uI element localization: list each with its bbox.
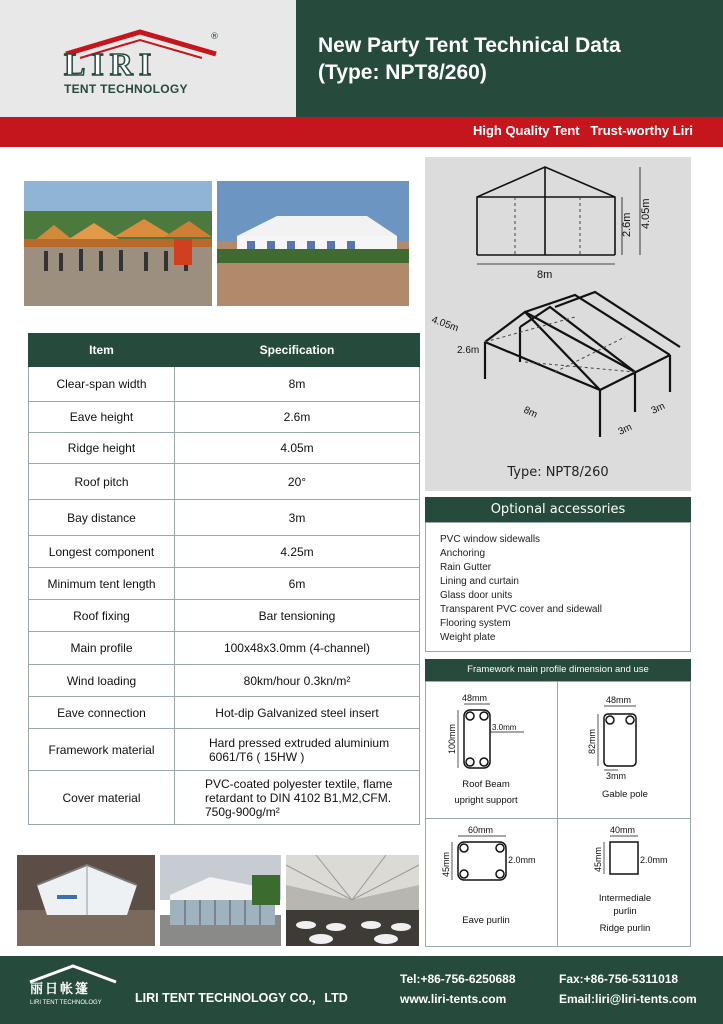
bay-label-2: 3m	[649, 400, 667, 417]
gable-pole-caption: Gable pole	[602, 789, 648, 800]
table-row: Longest component 4.25m	[29, 536, 420, 568]
framework-title: Framework main profile dimension and use	[425, 659, 691, 681]
technical-drawing	[425, 157, 691, 491]
svg-text:3.0mm: 3.0mm	[492, 723, 517, 732]
footer	[0, 956, 723, 1024]
svg-text:82mm: 82mm	[587, 728, 597, 754]
ridge-label: 4.05m	[640, 198, 652, 229]
table-row: Cover material PVC-coated polyester textile, flame retardant to DIN 4102 B1,M2,CFM. 750g-900g/m²	[29, 771, 420, 825]
footer-logo-english: LIRI TENT TECHNOLOGY	[30, 1000, 102, 1006]
list-item: Rain Gutter	[440, 562, 492, 573]
iso-width-label: 8m	[521, 404, 539, 421]
table-row: Eave height 2.6m	[29, 402, 420, 433]
eave-purlin-caption: Eave purlin	[462, 915, 510, 926]
accessories-list	[440, 533, 602, 645]
table-row: Ridge height 4.05m	[29, 433, 420, 464]
table-row: Minimum tent length 6m	[29, 568, 420, 600]
intermediate-purlin-caption: Intermediale	[598, 893, 652, 904]
logo-wordmark: LIRI	[64, 46, 158, 82]
table-row: Wind loading 80km/hour 0.3kn/m²	[29, 665, 420, 697]
type-label: Type: NPT8/260	[507, 465, 609, 480]
list-item: Anchoring	[440, 548, 486, 559]
telephone: Tel:+86-756-6250688	[400, 972, 516, 986]
framework-profiles	[425, 681, 691, 947]
photo-tent-interior	[286, 855, 419, 946]
tent-frame-diagram	[425, 157, 691, 457]
bay-label-1: 3m	[616, 421, 634, 438]
table-row: Roof pitch 20°	[29, 464, 420, 500]
photo-white-tent	[217, 181, 409, 306]
list-item: Weight plate	[440, 632, 496, 643]
photo-glass-tent	[160, 855, 281, 946]
company-name: LIRI TENT TECHNOLOGY CO.，LTD	[135, 991, 348, 1005]
optional-accessories-title: Optional accessories	[425, 497, 691, 522]
iso-eave-label: 2.6m	[457, 345, 480, 356]
email-link[interactable]: Email:liri@liri-tents.com	[559, 992, 697, 1006]
header-logo-area	[0, 0, 296, 117]
table-header-row	[29, 334, 420, 367]
iso-ridge-label: 4.05m	[429, 314, 460, 335]
logo-subtitle: TENT TECHNOLOGY	[64, 82, 188, 96]
svg-text:100mm: 100mm	[447, 723, 457, 754]
svg-text:45mm: 45mm	[441, 851, 451, 877]
column-header-spec: Specification	[175, 334, 420, 367]
eave-label: 2.6m	[621, 212, 633, 237]
svg-text:48mm: 48mm	[606, 695, 632, 705]
list-item: PVC window sidewalls	[440, 534, 541, 545]
svg-text:3mm: 3mm	[606, 771, 626, 781]
footer-logo-chinese: 丽日帐篷	[30, 981, 91, 996]
photo-tent-frame	[17, 855, 155, 946]
ridge-purlin-caption: Ridge purlin	[599, 923, 651, 934]
list-item: Transparent PVC cover and sidewall	[440, 604, 602, 615]
svg-text:40mm: 40mm	[610, 825, 636, 835]
list-item: Glass door units	[440, 590, 513, 601]
svg-text:2.0mm: 2.0mm	[508, 855, 536, 865]
upright-support-caption: upright support	[454, 795, 518, 806]
tagline: High Quality Tent Trust-worthy Liri	[472, 123, 693, 138]
svg-text:48mm: 48mm	[462, 693, 488, 703]
table-row: Eave connection Hot-dip Galvanized steel insert	[29, 697, 420, 729]
table-row: Bay distance 3m	[29, 500, 420, 536]
table-row: Framework material Hard pressed extruded aluminium 6061/T6 ( 15HW )	[29, 729, 420, 771]
svg-text:60mm: 60mm	[468, 825, 494, 835]
page-title: New Party Tent Technical Data (Type: NPT8/260)	[318, 34, 621, 84]
table-row: Roof fixing Bar tensioning	[29, 600, 420, 632]
width-label: 8m	[537, 269, 553, 281]
svg-text:45mm: 45mm	[593, 846, 603, 872]
liri-logo	[60, 28, 222, 100]
roof-beam-caption: Roof Beam	[462, 779, 510, 790]
table-row: Main profile 100x48x3.0mm (4-channel)	[29, 632, 420, 665]
column-header-item: Item	[29, 334, 175, 367]
spec-table	[28, 333, 420, 825]
photo-party-tents	[24, 181, 212, 306]
registered-mark: ®	[210, 32, 219, 42]
table-row: Clear-span width 8m	[29, 367, 420, 402]
optional-accessories-box	[425, 522, 691, 652]
fax: Fax:+86-756-5311018	[559, 972, 679, 986]
svg-text:2.0mm: 2.0mm	[640, 855, 668, 865]
list-item: Lining and curtain	[440, 576, 519, 587]
website-link[interactable]: www.liri-tents.com	[400, 992, 507, 1006]
tagline-bar	[0, 117, 723, 147]
purlin-caption: purlin	[613, 906, 637, 917]
list-item: Flooring system	[440, 618, 511, 629]
